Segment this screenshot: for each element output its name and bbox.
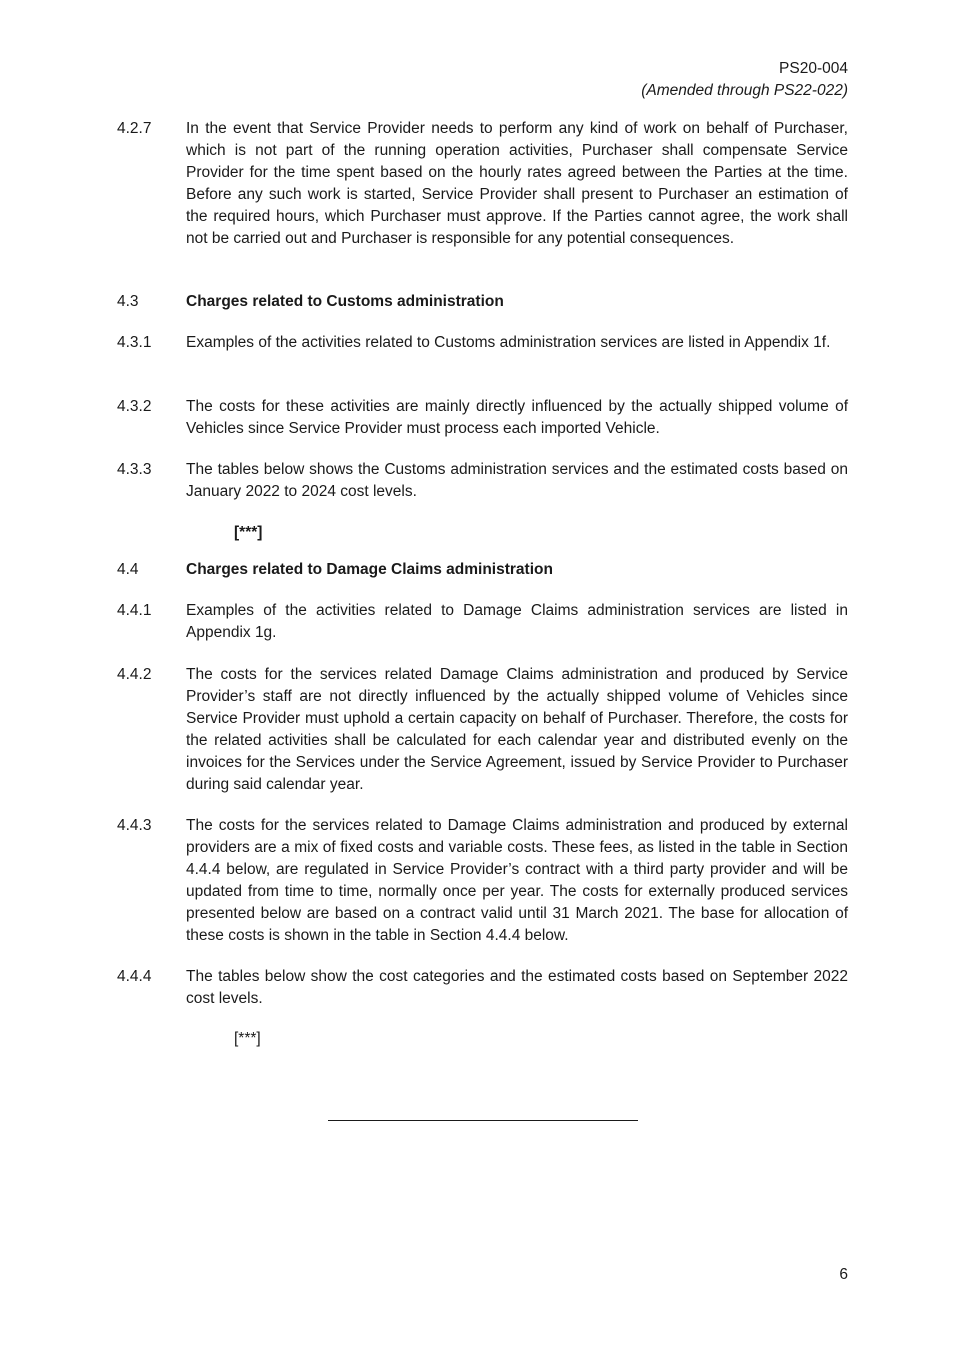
clause-number: 4.4.1: [117, 602, 152, 619]
clause-number: 4.3.2: [117, 398, 152, 415]
redacted-table-damage-claims: [***]: [234, 1030, 261, 1047]
clause-text: Examples of the activities related to Damage Claims administration services are listed in Appendix 1g.: [186, 602, 848, 641]
section-heading-4-4: [117, 559, 848, 581]
amendment-note: (Amended through PS22-022): [641, 82, 848, 99]
section-title: Charges related to Damage Claims administration: [186, 561, 553, 578]
clause-text: The costs for the services related to Damage Claims administration and produced by external providers are a mix of fixed costs and variable costs. These fees, as listed in the table in Section 4.4.4 below, are regulated in Service Provider’s contract with a third party provider and will be updated from time to time, normally once per year. The costs for externally produced services presented below are based on a contract valid until 31 March 2021. The base for allocation of these costs is shown in the table in Section 4.4.4 below.: [186, 817, 848, 944]
clause-text: The costs for these activities are mainly directly influenced by the actually shipped volume of Vehicles since Service Provider must process each imported Vehicle.: [186, 398, 848, 437]
clause-text: In the event that Service Provider needs to perform any kind of work on behalf of Purchaser, which is not part of the running operation activities, Purchaser shall compensate Service Provider for the time spent based on the hourly rates agreed between the Parties at the time. Before any such work is started, Service Provider shall present to Purchaser an estimation of the required hours, which Purchaser must approve. If the Parties cannot agree, the work shall not be carried out and Purchaser is responsible for any potential consequences.: [186, 120, 848, 247]
clause-4-4-3: [117, 815, 848, 947]
section-number: 4.4: [117, 561, 139, 578]
section-heading-4-3: [117, 291, 848, 313]
clause-4-3-3: [117, 459, 848, 503]
clause-number: 4.2.7: [117, 120, 152, 137]
clause-4-3-2: [117, 396, 848, 440]
redacted-table-customs: [***]: [234, 524, 263, 541]
section-number: 4.3: [117, 293, 139, 310]
clause-number: 4.4.3: [117, 817, 152, 834]
document-header: [641, 58, 848, 102]
document-id: PS20-004: [779, 60, 848, 77]
clause-text: The tables below shows the Customs administration services and the estimated costs based on January 2022 to 2024 cost levels.: [186, 461, 848, 500]
clause-4-3-1: [117, 332, 848, 354]
clause-4-4-1: [117, 600, 848, 644]
clause-4-4-2: [117, 664, 848, 796]
clause-4-4-4: [117, 966, 848, 1010]
clause-4-2-7: [117, 118, 848, 250]
page-number: 6: [839, 1266, 848, 1283]
clause-text: The tables below show the cost categories and the estimated costs based on September 2022 cost levels.: [186, 968, 848, 1007]
clause-text: The costs for the services related Damage Claims administration and produced by Service Provider’s staff are not directly influenced by the actually shipped volume of Vehicles since Service Provider must uphold a certain capacity on behalf of Purchaser. Therefore, the costs for the related activities shall be calculated for each calendar year and distributed evenly on the invoices for the Services under the Service Agreement, issued by Service Provider to Purchaser during said calendar year.: [186, 666, 848, 793]
clause-number: 4.4.4: [117, 968, 152, 985]
footer-divider-line: [328, 1120, 638, 1121]
clause-text: Examples of the activities related to Customs administration services are listed in Appendix 1f.: [186, 334, 831, 351]
clause-number: 4.4.2: [117, 666, 152, 683]
clause-number: 4.3.3: [117, 461, 152, 478]
section-title: Charges related to Customs administration: [186, 293, 504, 310]
clause-number: 4.3.1: [117, 334, 152, 351]
